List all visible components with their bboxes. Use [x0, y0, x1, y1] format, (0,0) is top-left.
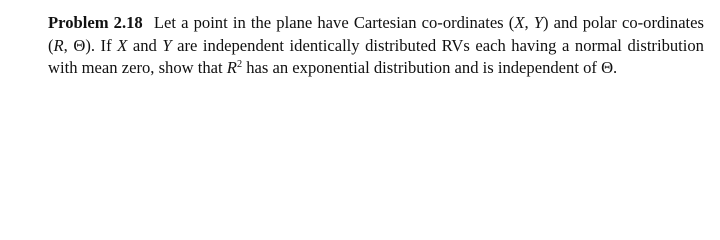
problem-statement	[48, 12, 704, 80]
problem-text: Let a point in the plane have Cartesian co-ordinates (X, Y) and polar co-ordinates (R, Θ). If X and Y are independent identically distributed RVs each having a normal distribution with mean zero, show that $R^2$ has an exponential distribution and is independent of Θ.	[48, 13, 704, 77]
problem-label: Problem 2.18	[48, 13, 143, 32]
